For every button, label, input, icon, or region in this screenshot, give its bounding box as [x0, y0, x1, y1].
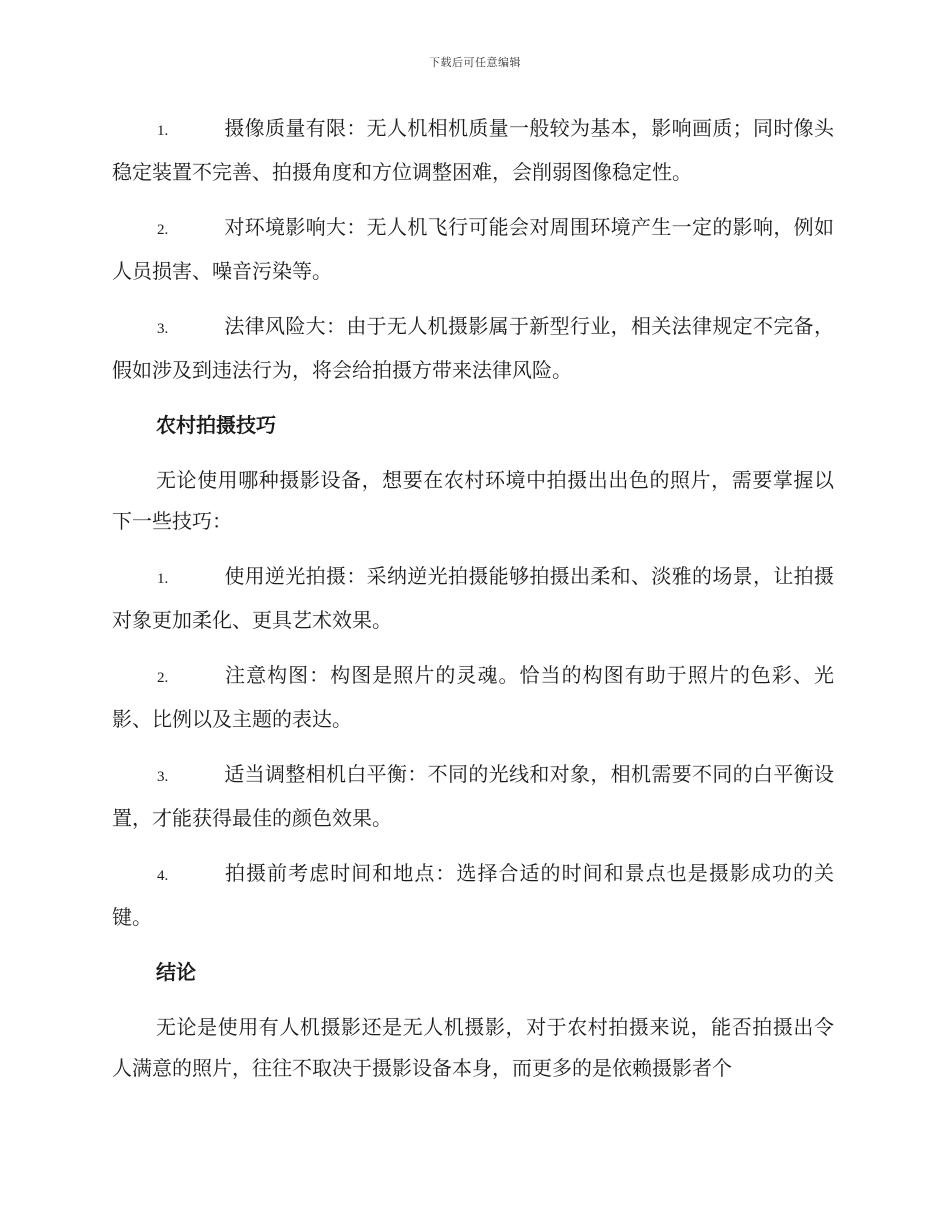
list-number: 3. — [157, 321, 169, 337]
list-item — [112, 853, 834, 938]
list-number: 1. — [157, 571, 169, 587]
list-text: 拍摄前考虑时间和地点：选择合适的时间和景点也是摄影成功的关键。 — [112, 861, 834, 929]
list-text: 使用逆光拍摄：采纳逆光拍摄能够拍摄出柔和、淡雅的场景，让拍摄对象更加柔化、更具艺术效果。 — [112, 564, 834, 632]
list-text: 法律风险大：由于无人机摄影属于新型行业，相关法律规定不完备，假如涉及到违法行为，将会给拍摄方带来法律风险。 — [112, 314, 834, 382]
list-item — [112, 655, 834, 740]
list-number: 4. — [157, 868, 169, 884]
list-item — [112, 754, 834, 839]
list-number: 3. — [157, 769, 169, 785]
conclusion-paragraph: 无论是使用有人机摄影还是无人机摄影，对于农村拍摄来说，能否拍摄出令人满意的照片，往往不取决于摄影设备本身，而更多的是依赖摄影者个 — [112, 1015, 834, 1080]
section-heading-conclusion: 结论 — [156, 960, 196, 984]
list-text: 摄像质量有限：无人机相机质量一般较为基本，影响画质；同时像头稳定装置不完善、拍摄角度和方位调整困难，会削弱图像稳定性。 — [112, 116, 834, 184]
intro-paragraph: 无论使用哪种摄影设备，想要在农村环境中拍摄出出色的照片，需要掌握以下一些技巧： — [112, 468, 834, 533]
list-text: 适当调整相机白平衡：不同的光线和对象，相机需要不同的白平衡设置，才能获得最佳的颜色效果。 — [112, 762, 834, 830]
list-item — [112, 108, 834, 193]
list-text: 注意构图：构图是照片的灵魂。恰当的构图有助于照片的色彩、光影、比例以及主题的表达。 — [112, 663, 834, 731]
list-number: 1. — [157, 123, 169, 139]
list-item — [112, 306, 834, 391]
section-heading-rural-tips: 农村拍摄技巧 — [156, 413, 276, 437]
list-number: 2. — [157, 670, 169, 686]
list-item — [112, 207, 834, 292]
page-header: 下载后可任意编辑 — [429, 56, 521, 69]
list-item — [112, 556, 834, 641]
list-text: 对环境影响大：无人机飞行可能会对周围环境产生一定的影响，例如人员损害、噪音污染等。 — [112, 215, 834, 283]
document-body — [112, 108, 834, 1103]
list-number: 2. — [157, 222, 169, 238]
